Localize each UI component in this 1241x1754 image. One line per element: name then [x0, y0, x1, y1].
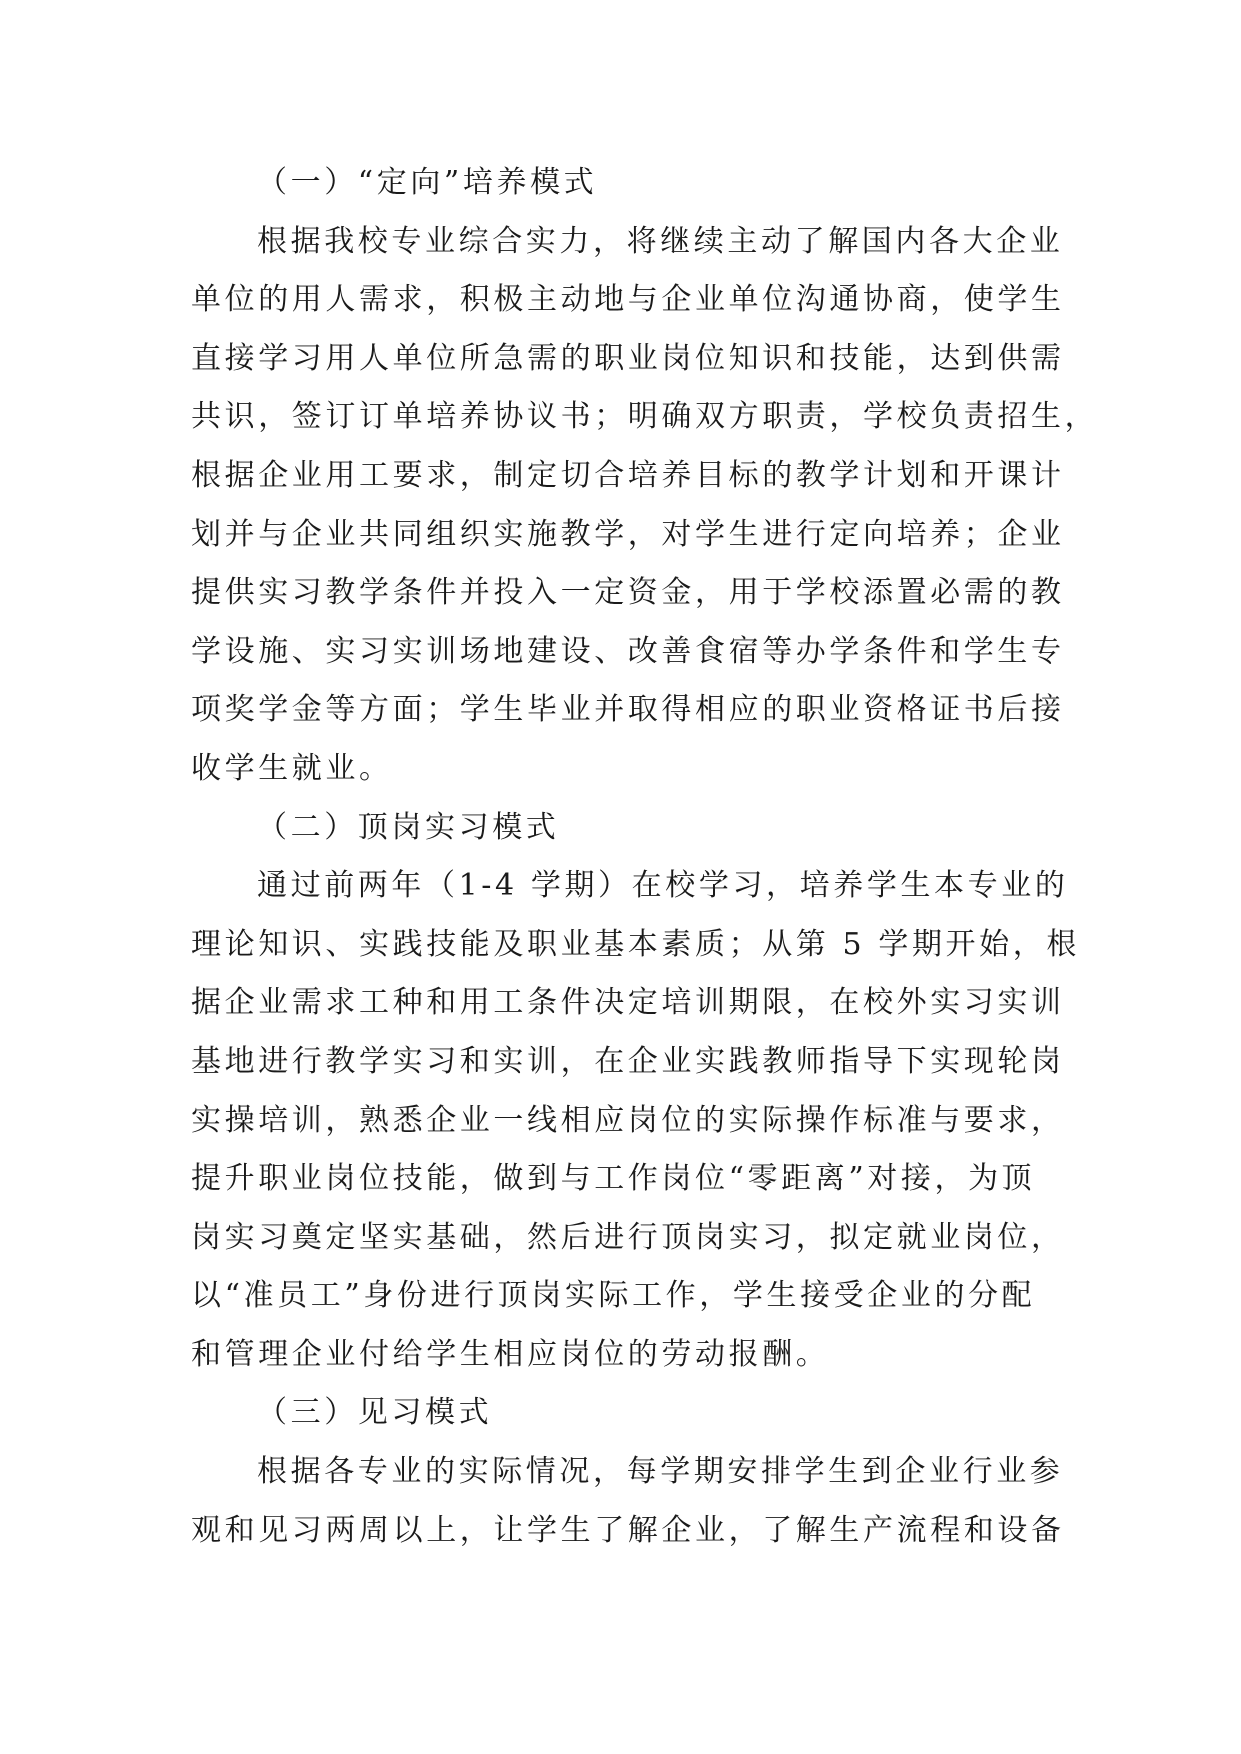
- paragraph-line: 据企业需求工种和用工条件决定培训期限，在校外实习实训: [191, 985, 1065, 1021]
- paragraph-line: 学设施、实习实训场地建设、改善食宿等办学条件和学生专: [191, 633, 1065, 669]
- paragraph-line: 提供实习教学条件并投入一定资金，用于学校添置必需的教: [191, 575, 1065, 611]
- paragraph-line: 根据企业用工要求，制定切合培养目标的教学计划和开课计: [191, 457, 1065, 493]
- paragraph-line: 通过前两年（1-4 学期）在校学习，培养学生本专业的: [257, 868, 1069, 904]
- section-heading-3: （三）见习模式: [257, 1395, 493, 1431]
- paragraph-line: 根据各专业的实际情况，每学期安排学生到企业行业参: [257, 1454, 1064, 1490]
- paragraph-line: 收学生就业。: [191, 750, 393, 786]
- paragraph-line: 理论知识、实践技能及职业基本素质；从第 5 学期开始，根: [191, 926, 1080, 962]
- document-body: [191, 154, 1099, 1560]
- paragraph-line: 提升职业岗位技能，做到与工作岗位“零距离”对接，为顶: [191, 1161, 1036, 1197]
- paragraph-line: 观和见习两周以上，让学生了解企业，了解生产流程和设备: [191, 1512, 1065, 1548]
- paragraph-line: 单位的用人需求，积极主动地与企业单位沟通协商，使学生: [191, 282, 1065, 318]
- section-heading-2: （二）顶岗实习模式: [257, 809, 560, 845]
- paragraph-line: 直接学习用人单位所急需的职业岗位知识和技能，达到供需: [191, 340, 1065, 376]
- paragraph-line: 根据我校专业综合实力，将继续主动了解国内各大企业: [257, 223, 1064, 259]
- paragraph-line: 以“准员工”身份进行顶岗实际工作，学生接受企业的分配: [191, 1278, 1036, 1314]
- paragraph-line: 划并与企业共同组织实施教学，对学生进行定向培养；企业: [191, 516, 1065, 552]
- paragraph-line: 项奖学金等方面；学生毕业并取得相应的职业资格证书后接: [191, 692, 1065, 728]
- paragraph-line: 岗实习奠定坚实基础，然后进行顶岗实习，拟定就业岗位，: [191, 1219, 1065, 1255]
- section-heading-1: （一）“定向”培养模式: [257, 165, 598, 200]
- paragraph-line: 实操培训，熟悉企业一线相应岗位的实际操作标准与要求，: [191, 1102, 1065, 1138]
- paragraph-line: 基地进行教学实习和实训，在企业实践教师指导下实现轮岗: [191, 1043, 1065, 1079]
- paragraph-line: 和管理企业付给学生相应岗位的劳动报酬。: [191, 1336, 830, 1372]
- paragraph-line: 共识，签订订单培养协议书；明确双方职责，学校负责招生，: [191, 399, 1099, 435]
